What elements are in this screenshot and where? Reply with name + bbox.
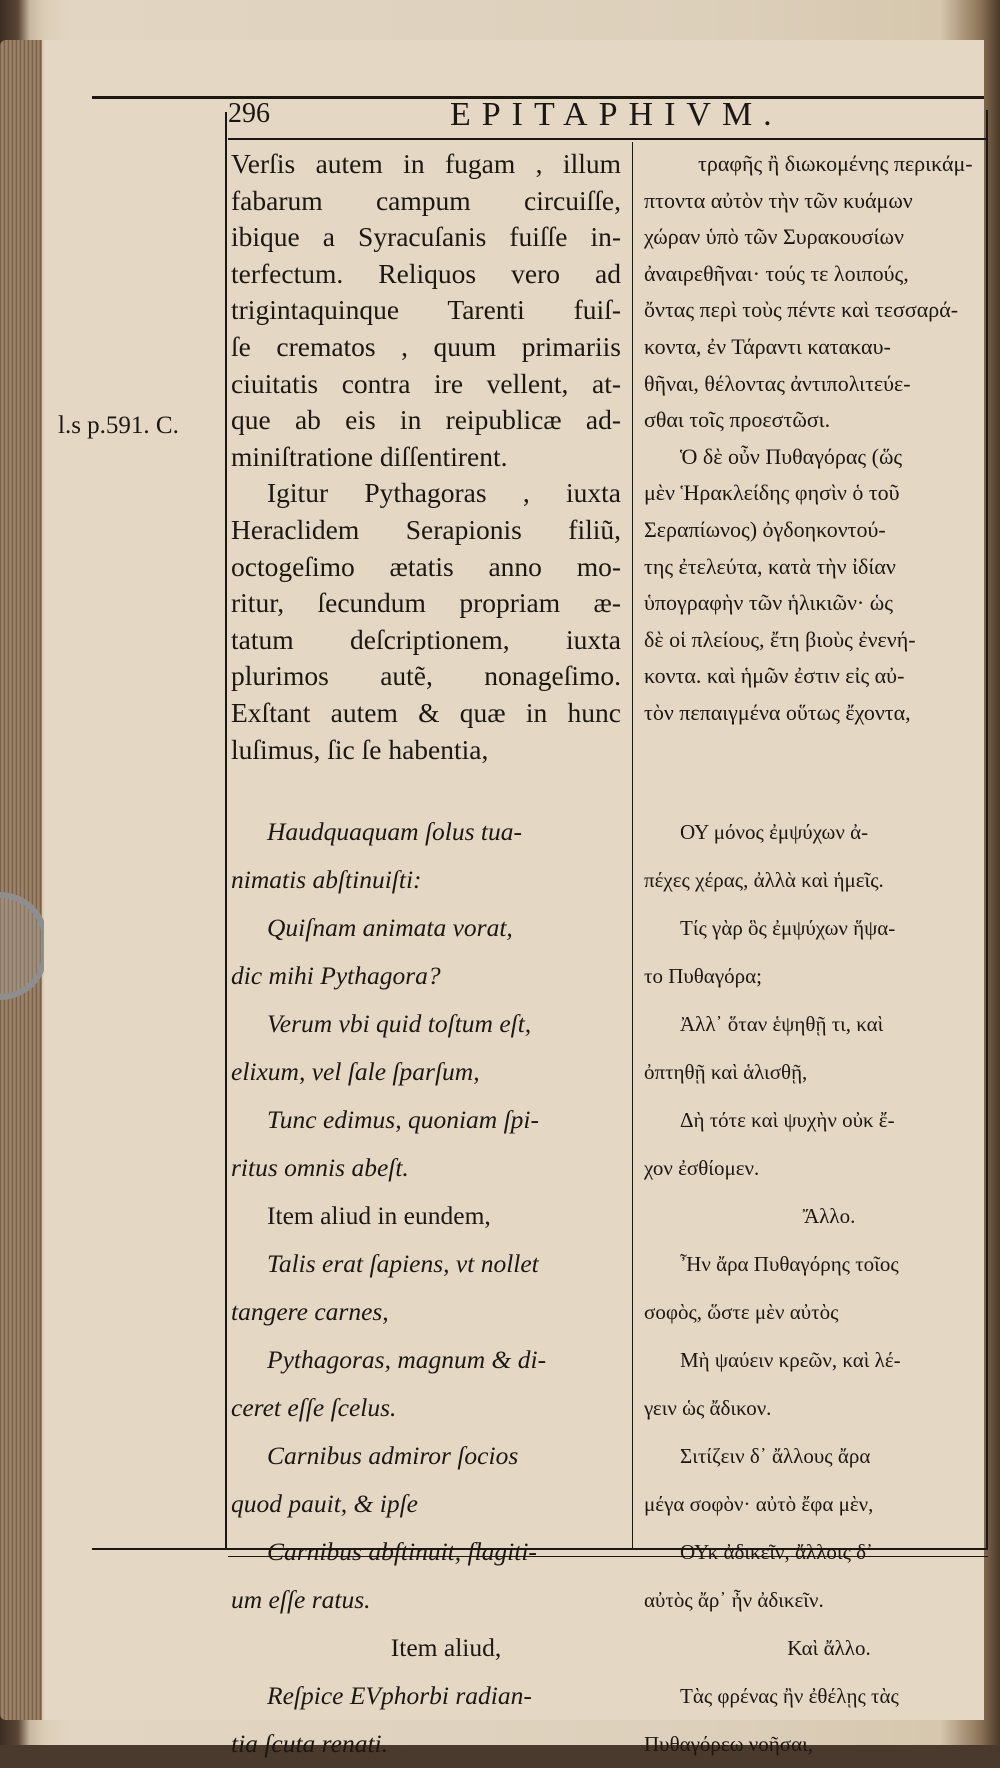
greek-verse-line: μέγα σοφὸν· αὐτὸ ἔφα μὲν,: [644, 1491, 874, 1516]
greek-verse-line: Μὴ ψαύειν κρεῶν, καὶ λέ-: [680, 1347, 901, 1372]
greek-verse-line: Τὰς φρένας ἢν ἐθέλῃς τὰς: [680, 1683, 899, 1708]
greek-prose-line: ὑπογραφὴν τῶν ἡλικιῶν· ὡς: [644, 590, 893, 616]
latin-verse-line: Talis erat ſapiens, vt nollet: [267, 1249, 539, 1279]
greek-prose-line: ἀναιρεθῆναι· τούς τε λοιπούς,: [644, 260, 909, 286]
latin-poem-title: Item aliud in eundem,: [267, 1201, 491, 1231]
greek-prose-line: χώραν ὑπὸ τῶν Συρακουσίων: [644, 224, 904, 250]
latin-verse-line: Haudquaquam ſolus tua-: [267, 817, 522, 847]
greek-verse-line: Ἀλλ᾽ ὅταν ἑψηθῇ τι, καὶ: [680, 1011, 884, 1036]
running-title: EPITAPHIVM.: [450, 96, 783, 133]
greek-verse-line: αὐτὸς ἄρ᾽ ἦν ἀδικεῖν.: [644, 1587, 824, 1612]
greek-verse-line: ΟΥ μόνος ἐμψύχων ἀ-: [680, 819, 869, 844]
left-column-rule: [225, 112, 227, 1550]
latin-prose-line: que ab eis in reipublicæ ad-: [231, 404, 621, 436]
latin-verse-line: tia ſcuta renati.: [231, 1729, 388, 1759]
greek-column: [644, 146, 974, 1768]
greek-verse-line: Ἦν ἄρα Πυθαγόρης τοῖος: [680, 1251, 899, 1276]
latin-prose-line: Exſtant autem & quæ in hunc: [231, 696, 621, 728]
latin-prose-line: miniſtratione diſſentirent.: [231, 440, 508, 472]
latin-prose-line: Heraclidem Serapionis filiũ,: [231, 513, 621, 545]
running-head: [228, 96, 988, 136]
latin-verse-line: tangere carnes,: [231, 1297, 389, 1327]
latin-prose-line: trigintaquinque Tarenti fuiſ-: [231, 294, 621, 326]
greek-verse-line: Δὴ τότε καὶ ψυχὴν οὐκ ἔ-: [680, 1107, 895, 1132]
latin-column: [231, 146, 621, 1768]
latin-verse-line: nimatis abſtinuiſti:: [231, 865, 422, 895]
latin-prose-line: ibique a Syracuſanis fuiſſe in-: [231, 221, 621, 253]
latin-verse-line: quod pauit, & ipſe: [231, 1489, 418, 1519]
greek-prose-line: Ὁ δὲ οὖν Πυθαγόρας (ὥς: [680, 443, 903, 469]
latin-verse-line: Pythagoras, magnum & di-: [267, 1345, 547, 1375]
latin-poem-title: Item aliud,: [390, 1633, 502, 1663]
latin-verse-line: elixum, vel ſale ſparſum,: [231, 1057, 480, 1087]
latin-verse-line: Quiſnam animata vorat,: [267, 913, 513, 943]
greek-verse-line: πέχες χέρας, ἀλλὰ καὶ ἡμεῖς.: [644, 867, 884, 892]
greek-verse-line: Τίς γὰρ ὃς ἐμψύχων ἥψα-: [680, 915, 896, 940]
greek-prose-line: κοντα. καὶ ἡμῶν ἐστιν εἰς αὐ-: [644, 663, 905, 689]
latin-verse-line: ceret eſſe ſcelus.: [231, 1393, 397, 1423]
latin-prose-line: octogeſimo ætatis anno mo-: [231, 550, 621, 582]
greek-prose-line: τὸν πεπαιγμένα οὕτως ἔχοντα,: [644, 699, 911, 725]
latin-prose-line: luſimus, ſic ſe habentia,: [231, 733, 489, 765]
latin-prose-line: plurimos autẽ, nonageſimo.: [231, 660, 621, 692]
greek-poem-title: Ἄλλο.: [802, 1203, 856, 1228]
center-column-rule: [632, 142, 633, 1550]
greek-prose-line: τραφῆς ἢ διωκομένης περικάμ-: [698, 151, 973, 176]
greek-verse-line: ὀπτηθῇ καὶ ἁλισθῇ,: [644, 1059, 808, 1084]
folio-number: 296: [228, 98, 270, 129]
latin-verse-line: dic mihi Pythagora?: [231, 961, 441, 991]
greek-verse-line: το Πυθαγόρα;: [644, 963, 762, 988]
greek-prose-line: σθαι τοῖς προεστῶσι.: [644, 407, 831, 433]
latin-verse-line: Carnibus admiror ſocios: [267, 1441, 519, 1471]
head-rule: [228, 138, 988, 140]
latin-prose-line: ritur, ſecundum propriam æ-: [231, 587, 621, 619]
greek-prose-line: πτοντα αὐτὸν τὴν τῶν κυάμων: [644, 187, 913, 213]
greek-prose-line: θῆναι, θέλοντας ἀντιπολιτεύε-: [644, 370, 911, 396]
greek-verse-line: Πυθαγόρεω νοῆσαι,: [644, 1731, 813, 1756]
latin-verse-line: um eſſe ratus.: [231, 1585, 371, 1615]
right-column-rule: [986, 110, 988, 1550]
latin-verse-line: ritus omnis abeſt.: [231, 1153, 409, 1183]
latin-verse-line: Tunc edimus, quoniam ſpi-: [267, 1105, 539, 1135]
greek-prose-line: μὲν Ἡρακλείδης φησὶν ὁ τοῦ: [644, 480, 900, 506]
greek-verse-line: Σιτίζειν δ᾽ ἄλλους ἄρα: [680, 1443, 871, 1468]
latin-prose-line: ſe crematos , quum primariis: [231, 330, 621, 362]
latin-prose-line: tatum deſcriptionem, iuxta: [231, 623, 621, 655]
page-stack-edge: [0, 40, 42, 1720]
greek-verse-line: γειν ὡς ἄδικον.: [644, 1395, 772, 1420]
greek-prose-line: της ἐτελεύτα, κατὰ τὴν ἰδίαν: [644, 553, 896, 579]
latin-verse-line: Verum vbi quid toſtum eſt,: [267, 1009, 532, 1039]
greek-verse-line: χον ἐσθίομεν.: [644, 1155, 760, 1180]
greek-verse-line: ΟΥκ ἀδικεῖν, ἄλλοις δ᾽: [680, 1539, 874, 1564]
latin-prose-line: Igitur Pythagoras , iuxta: [267, 477, 621, 509]
greek-poem-title: Καὶ ἄλλο.: [787, 1635, 871, 1660]
latin-prose-line: ciuitatis contra ire vellent, at-: [231, 367, 621, 399]
greek-prose-line: κοντα, ἐν Τάραντι κατακαυ-: [644, 333, 891, 359]
greek-verse-line: σοφὸς, ὥστε μὲν αὐτὸς: [644, 1299, 839, 1324]
greek-prose-line: δὲ οἱ πλείους, ἔτη βιοὺς ἐνενή-: [644, 626, 916, 652]
latin-prose-line: Verſis autem in fugam , illum: [231, 148, 621, 179]
margin-note: l.s p.591. C.: [58, 412, 179, 439]
greek-prose-line: ὄντας περὶ τοὺς πέντε καὶ τεσσαρά-: [644, 297, 959, 323]
latin-prose-line: fabarum campum circuiſſe,: [231, 184, 621, 216]
latin-verse-line: Carnibus abſtinuit, flagiti-: [267, 1537, 537, 1567]
greek-prose-line: Σεραπίωνος) ὀγδοηκοντού-: [644, 516, 886, 542]
latin-prose-line: terfectum. Reliquos vero ad: [231, 257, 621, 289]
latin-verse-line: Reſpice EVphorbi radian-: [267, 1681, 532, 1711]
